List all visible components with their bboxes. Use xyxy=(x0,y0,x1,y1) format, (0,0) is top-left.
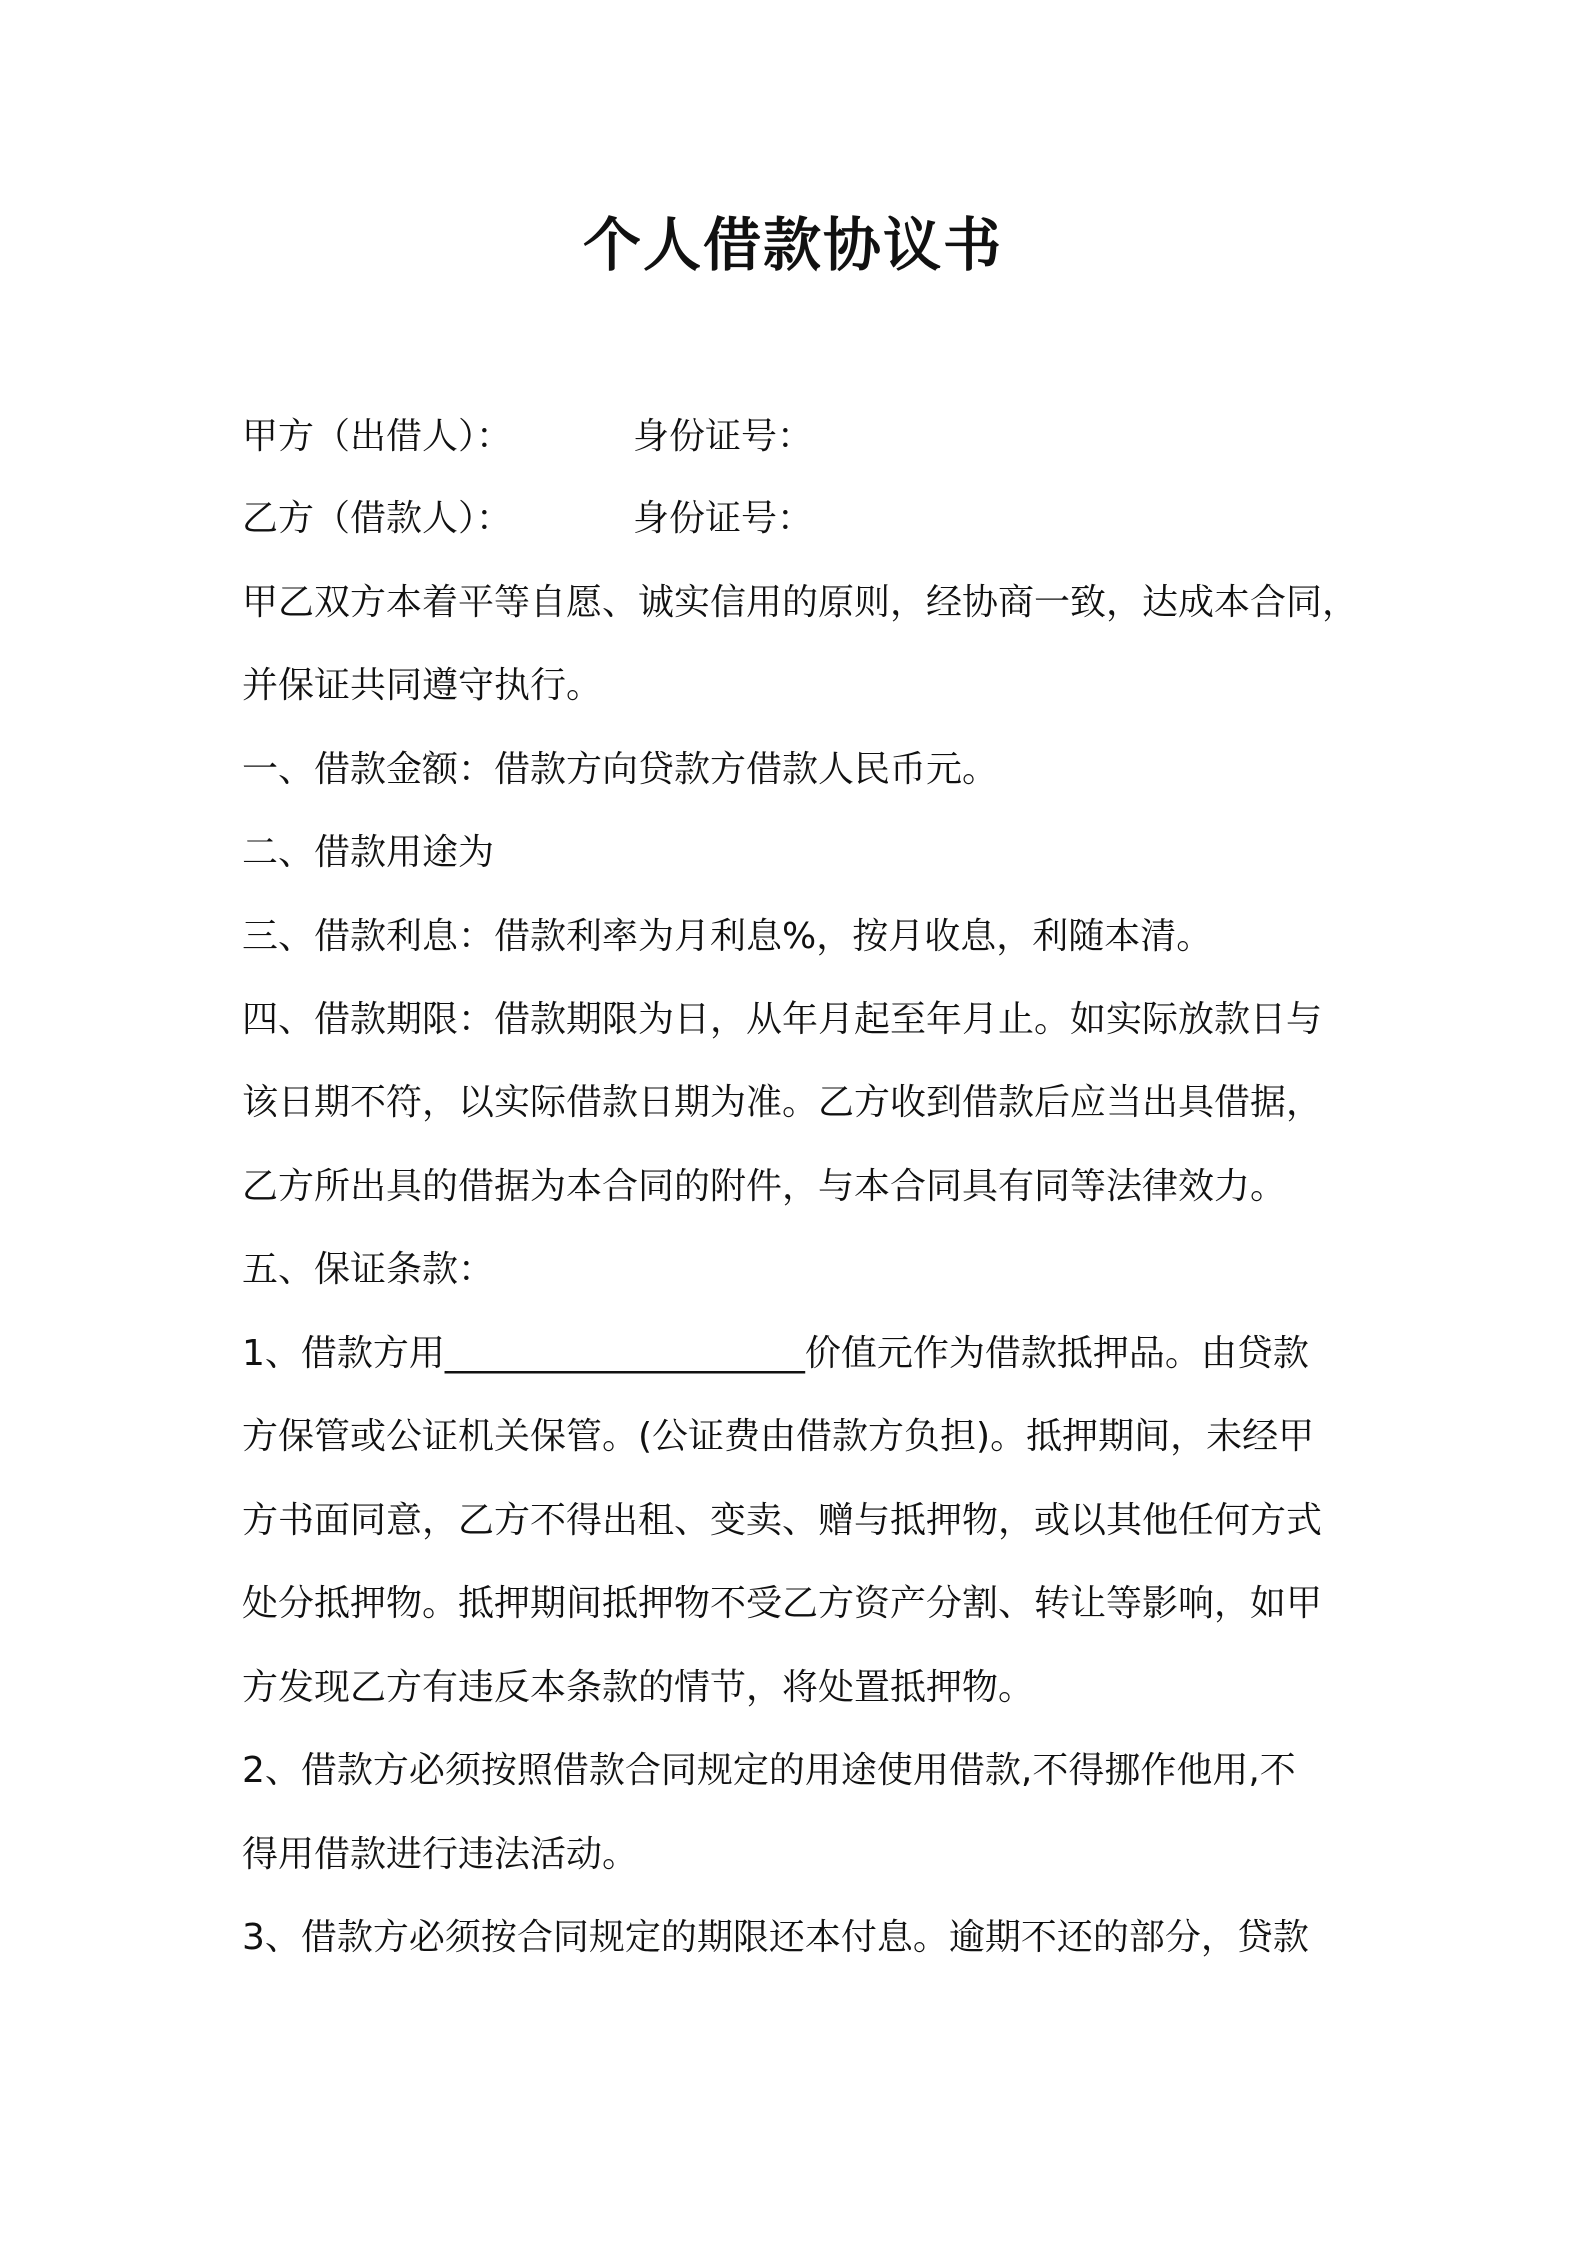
party-a-id-label: 身份证号： xyxy=(633,416,814,457)
document-title: 个人借款协议书 xyxy=(582,211,1003,279)
paragraph-line: 得用借款进行违法活动。 xyxy=(242,1834,639,1875)
party-a-label: 甲方（出借人）： xyxy=(242,416,513,457)
clause-loan-purpose: 二、借款用途为 xyxy=(242,832,495,873)
party-b-id-label: 身份证号： xyxy=(633,498,814,539)
paragraph-line: 并保证共同遵守执行。 xyxy=(242,665,603,706)
clause-guarantee-heading: 五、保证条款： xyxy=(242,1249,495,1290)
paragraph-line: 乙方所出具的借据为本合同的附件，与本合同具有同等法律效力。 xyxy=(242,1166,1287,1207)
paragraph-line: 该日期不符，以实际借款日期为准。乙方收到借款后应当出具借据， xyxy=(242,1082,1323,1123)
guarantee-item-1: 1、借款方用____________________价值元作为借款抵押品。由贷款 xyxy=(242,1333,1309,1374)
paragraph-line: 处分抵押物。抵押期间抵押物不受乙方资产分割、转让等影响，如甲 xyxy=(242,1583,1323,1624)
paragraph-line: 甲乙双方本着平等自愿、诚实信用的原则，经协商一致，达成本合同， xyxy=(242,582,1359,623)
party-b-label: 乙方（借款人）： xyxy=(242,498,513,539)
paragraph-line: 方书面同意，乙方不得出租、变卖、赠与抵押物，或以其他任何方式 xyxy=(242,1500,1323,1541)
guarantee-item-2: 2、借款方必须按照借款合同规定的用途使用借款,不得挪作他用,不 xyxy=(242,1750,1296,1791)
guarantee-item-3: 3、借款方必须按合同规定的期限还本付息。逾期不还的部分，贷款 xyxy=(242,1917,1309,1958)
clause-loan-term: 四、借款期限：借款期限为日，从年月起至年月止。如实际放款日与 xyxy=(242,999,1323,1040)
paragraph-line: 方发现乙方有违反本条款的情节，将处置抵押物。 xyxy=(242,1667,1035,1708)
clause-loan-amount: 一、借款金额：借款方向贷款方借款人民币元。 xyxy=(242,749,999,790)
clause-loan-interest: 三、借款利息：借款利率为月利息%，按月收息，利随本清。 xyxy=(242,916,1213,957)
paragraph-line: 方保管或公证机关保管。(公证费由借款方负担)。抵押期间，未经甲 xyxy=(242,1416,1315,1457)
